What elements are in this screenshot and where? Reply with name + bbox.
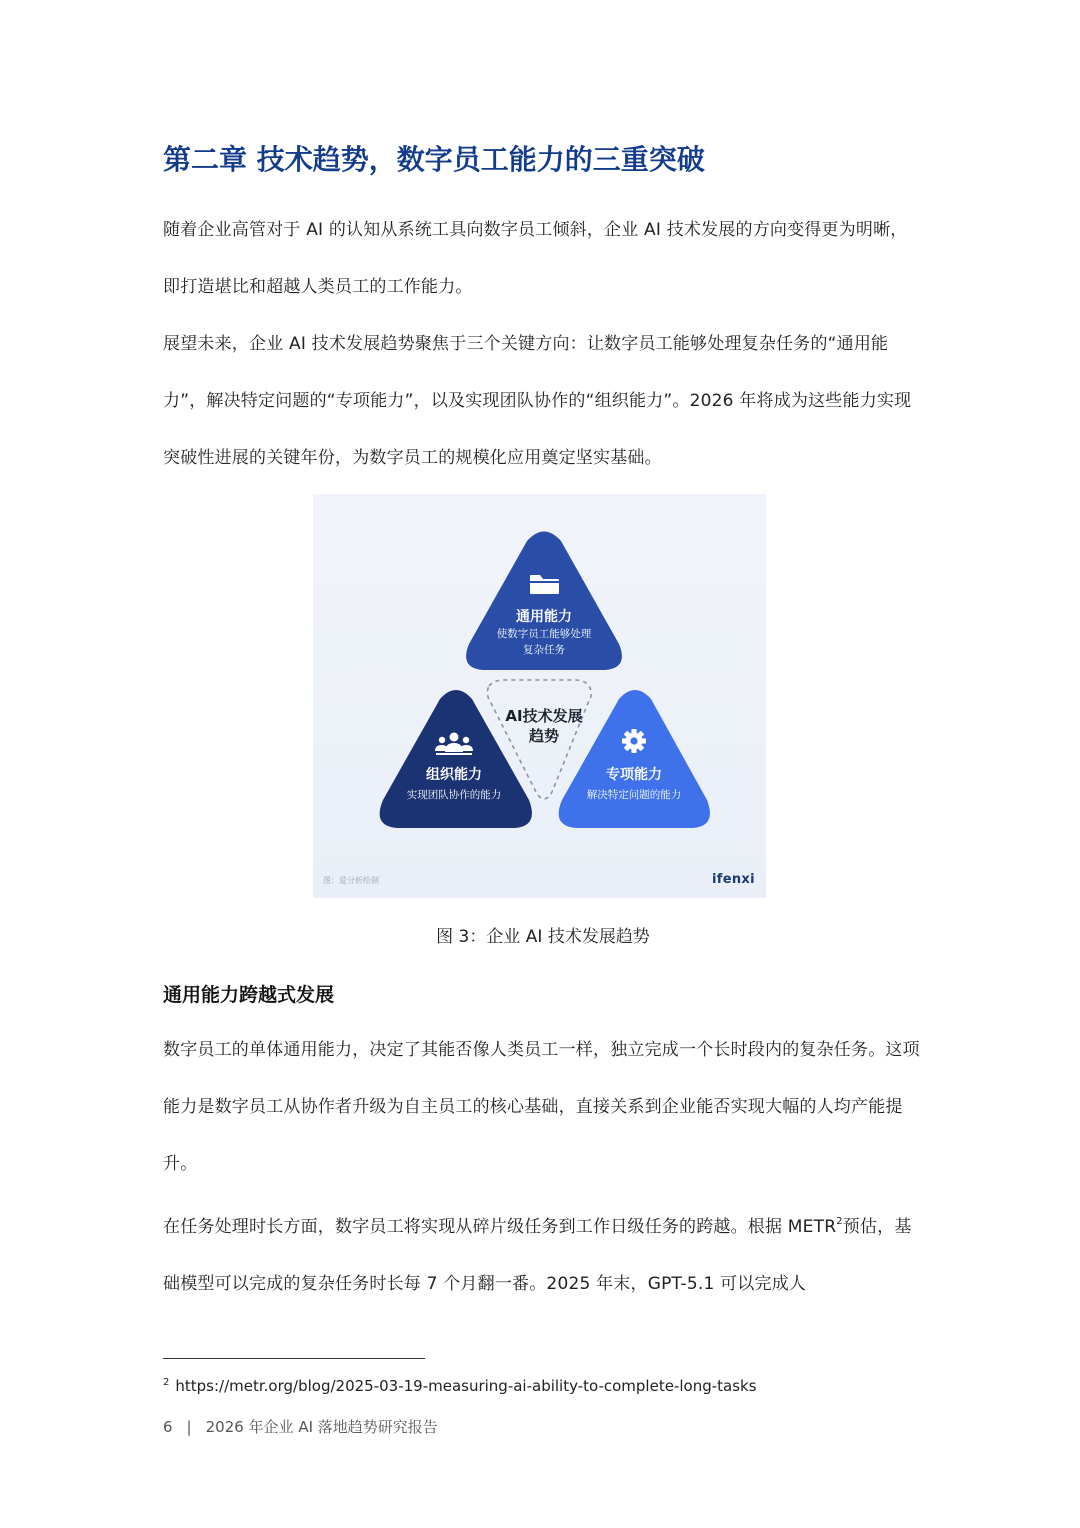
gear-icon	[622, 729, 646, 753]
top-title: 通用能力	[516, 609, 572, 625]
page-number: 6	[163, 1418, 173, 1436]
footnote-number: 2	[163, 1377, 170, 1388]
top-desc-line1: 使数字员工能够处理	[496, 628, 592, 640]
trend-diagram	[313, 494, 766, 898]
footnote-reference[interactable]: 2	[836, 1216, 843, 1227]
section-paragraph-1: 数字员工的单体通用能力，决定了其能否像人类员工一样，独立完成一个长时段内的复杂任务。这项能力是数字员工从协作者升级为自主员工的核心基础，直接关系到企业能否实现大幅的人均产能提升。	[163, 1040, 920, 1174]
left-desc: 实现团队协作的能力	[406, 789, 502, 801]
paragraph-2-text-after: 预估，基础模型可以完成的复杂任务时长每 7 个月翻一番。2025 年末，GPT-5.1 可以完成人	[163, 1217, 912, 1294]
intro-paragraph-1: 随着企业高管对于 AI 的认知从系统工具向数字员工倾斜，企业 AI 技术发展的方向变得更为明晰，即打造堪比和超越人类员工的工作能力。	[163, 220, 908, 297]
center-label-line1: AI技术发展	[505, 707, 583, 725]
section-body	[163, 1022, 923, 1313]
intro-paragraph-2: 展望未来，企业 AI 技术发展趋势聚焦于三个关键方向：让数字员工能够处理复杂任务的“通用能力”，解决特定问题的“专项能力”，以及实现团队协作的“组织能力”。2026 年将成为这些能力实现突破性进展的关键年份，为数字员工的规模化应用奠定坚实基础。	[163, 334, 912, 468]
footnote-link[interactable]: https://metr.org/blog/2025-03-19-measuring-ai-ability-to-complete-long-tasks	[175, 1377, 757, 1395]
paragraph-2-text-before: 在任务处理时长方面，数字员工将实现从碎片级任务到工作日级任务的跨越。根据 METR	[163, 1217, 837, 1237]
page-footer	[163, 1414, 438, 1440]
center-label-line2: 趋势	[528, 727, 560, 745]
section-paragraph-2	[163, 1193, 923, 1313]
footnote	[163, 1370, 757, 1399]
right-title: 专项能力	[606, 767, 662, 783]
figure-credit: 图：爱分析绘制	[323, 876, 379, 885]
figure-caption: 图 3：企业 AI 技术发展趋势	[436, 927, 650, 947]
top-desc-line2: 复杂任务	[523, 644, 565, 656]
report-title: 2026 年企业 AI 落地趋势研究报告	[205, 1418, 438, 1436]
footnote-divider	[163, 1358, 425, 1359]
section-heading: 通用能力跨越式发展	[163, 984, 335, 1006]
right-desc: 解决特定问题的能力	[586, 789, 682, 801]
left-title: 组织能力	[426, 767, 482, 783]
chapter-title: 第二章 技术趋势，数字员工能力的三重突破	[163, 143, 705, 176]
footer-separator: |	[186, 1418, 192, 1436]
ifenxi-logo: ifenxi	[712, 872, 755, 887]
intro-section	[163, 202, 923, 487]
